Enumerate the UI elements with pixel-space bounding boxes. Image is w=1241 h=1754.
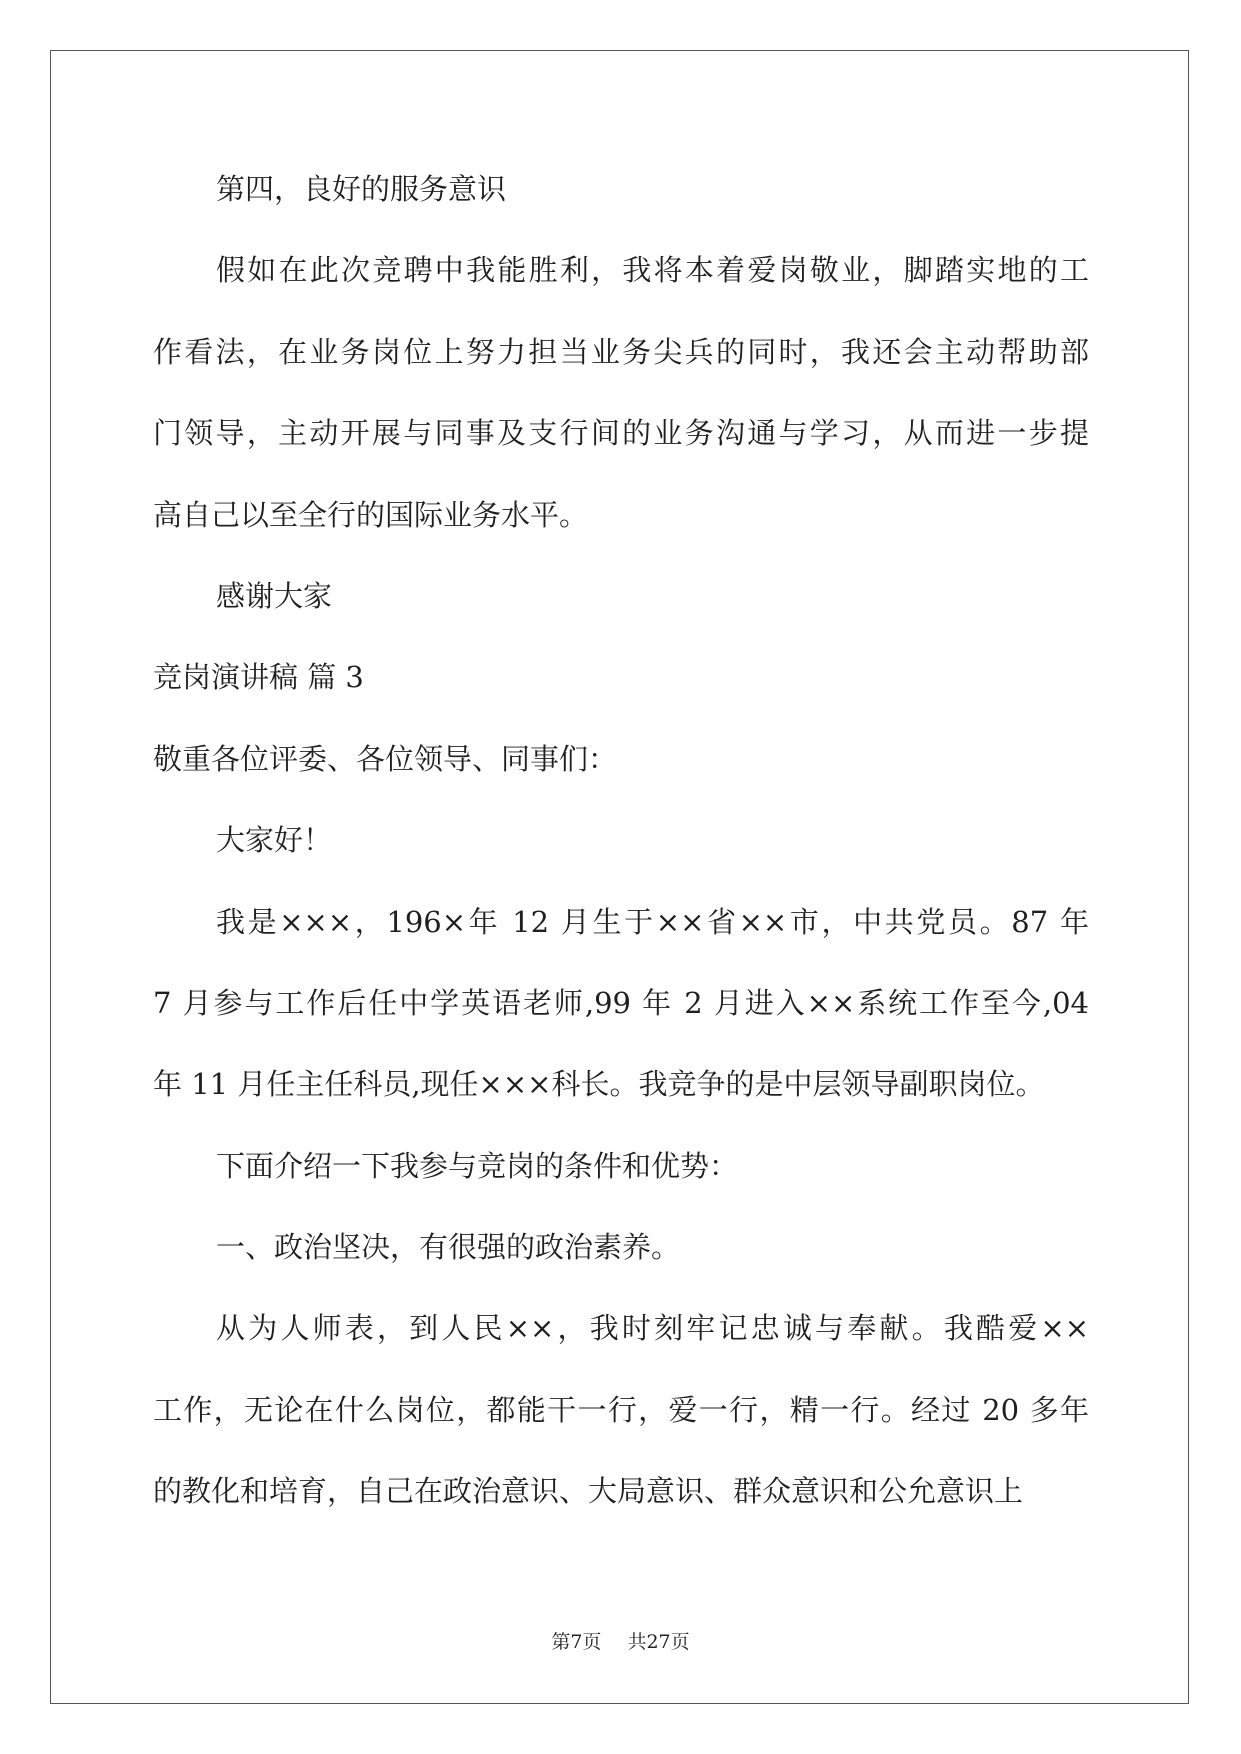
text-line: 下面介绍一下我参与竞岗的条件和优势： [216, 1148, 739, 1183]
page-total: 共27页 [627, 1631, 690, 1653]
text-line: 竞岗演讲稿 篇 3 [153, 660, 364, 695]
body-paragraph [153, 149, 1089, 230]
body-paragraph [153, 1288, 1089, 1532]
text-line: 从为人师表，到人民××，我时刻牢记忠诚与奉献。我酷爱×× [216, 1311, 1089, 1346]
salutation-paragraph [153, 719, 1089, 800]
body-paragraph [153, 882, 1089, 1126]
text-line: 我是×××，196×年 12 月生于××省××市，中共党员。87 年 [216, 904, 1089, 939]
body-paragraph [153, 556, 1089, 637]
document-body [153, 149, 1089, 1533]
text-line: 工作，无论在什么岗位，都能干一行，爱一行，精一行。经过 20 多年 [153, 1392, 1089, 1427]
text-line: 7 月参与工作后任中学英语老师,99 年 2 月进入××系统工作至今,04 [153, 985, 1089, 1020]
body-paragraph [153, 1126, 1089, 1207]
text-line: 门领导，主动开展与同事及支行间的业务沟通与学习，从而进一步提 [153, 416, 1089, 451]
page-footer [0, 1630, 1241, 1654]
page-number: 第7页 [551, 1631, 602, 1653]
text-line: 年 11 月任主任科员,现任×××科长。我竞争的是中层领导副职岗位。 [153, 1067, 1045, 1102]
body-paragraph [153, 230, 1089, 556]
text-line: 假如在此次竞聘中我能胜利，我将本着爱岗敬业，脚踏实地的工 [216, 253, 1089, 288]
text-line: 感谢大家 [216, 578, 333, 613]
text-line: 敬重各位评委、各位领导、同事们： [153, 741, 618, 776]
text-line: 高自己以至全行的国际业务水平。 [153, 497, 589, 532]
text-line: 一、政治坚决，有很强的政治素养。 [216, 1230, 681, 1265]
text-line: 作看法，在业务岗位上努力担当业务尖兵的同时，我还会主动帮助部 [153, 334, 1089, 369]
body-paragraph [153, 1207, 1089, 1288]
section-heading [153, 637, 1089, 718]
text-line: 的教化和培育，自己在政治意识、大局意识、群众意识和公允意识上 [153, 1474, 1024, 1509]
text-line: 大家好！ [216, 823, 333, 858]
text-line: 第四，良好的服务意识 [216, 172, 507, 206]
body-paragraph [153, 800, 1089, 881]
